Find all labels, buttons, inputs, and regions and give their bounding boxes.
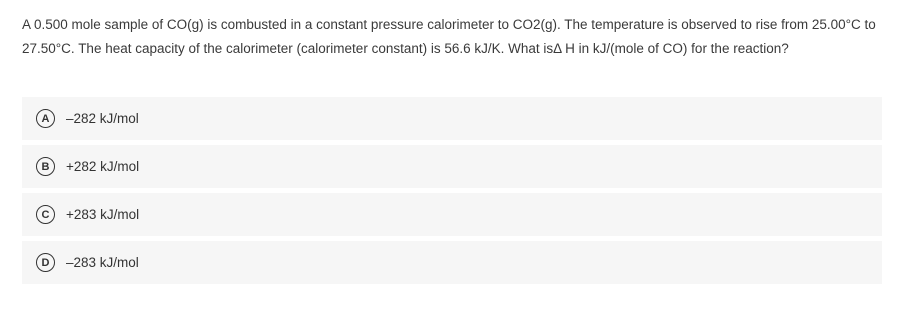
option-a-label: –282 kJ/mol: [66, 111, 139, 126]
question-text: A 0.500 mole sample of CO(g) is combusted in a constant pressure calorimeter to CO2(g). The temperature is observed to rise from 25.00°C to 27.50°C. The heat capacity of the calorimeter (calorimeter constant) is 56.6 kJ/K. What isΔ H in kJ/(mole of CO) for the reaction?: [22, 17, 876, 56]
option-c-letter: C: [36, 205, 55, 224]
option-b-letter: B: [36, 157, 55, 176]
option-b-label: +282 kJ/mol: [66, 159, 140, 174]
option-d[interactable]: [22, 241, 882, 284]
option-c-label: +283 kJ/mol: [66, 207, 140, 222]
option-a-letter: A: [36, 109, 55, 128]
answer-options: [22, 97, 882, 289]
option-d-letter: D: [36, 253, 55, 272]
option-c[interactable]: [22, 193, 882, 236]
option-d-label: –283 kJ/mol: [66, 255, 139, 270]
option-b[interactable]: [22, 145, 882, 188]
option-a[interactable]: [22, 97, 882, 140]
